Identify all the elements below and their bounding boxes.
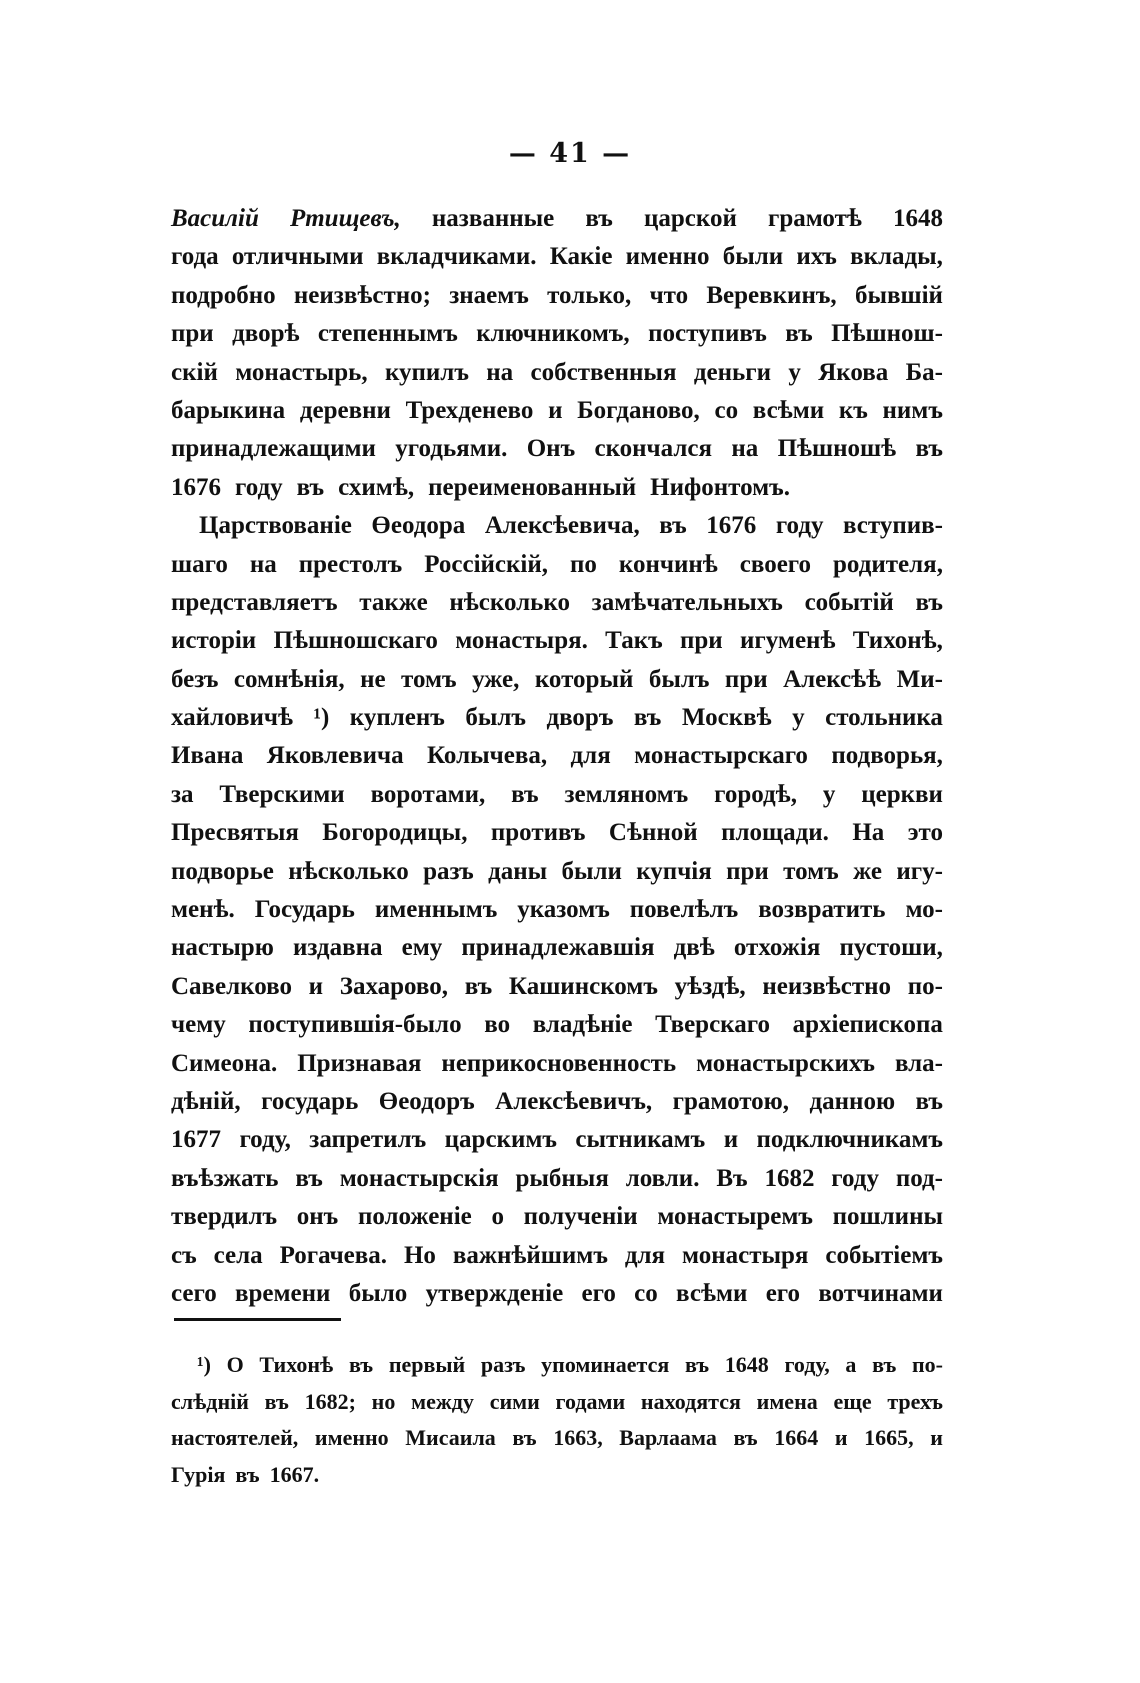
word: Пѣшношѣ: [777, 435, 897, 463]
word: былъ: [465, 704, 526, 732]
word: при: [724, 665, 768, 693]
word: сими: [489, 1388, 540, 1414]
word: Признавая: [297, 1049, 422, 1077]
text-line: [171, 1121, 943, 1159]
text-line: [171, 430, 943, 468]
italic-word: Ртищевъ,: [289, 205, 401, 232]
word: съ: [171, 1241, 197, 1269]
word: при: [680, 627, 723, 655]
word: государь: [261, 1087, 359, 1115]
word: Симеона.: [171, 1049, 278, 1077]
word: во: [484, 1011, 511, 1039]
word: исторіи: [171, 627, 257, 655]
text-line: [171, 737, 943, 775]
word: На: [852, 819, 885, 847]
word: знаемъ: [449, 281, 529, 309]
word: Такъ: [605, 627, 663, 655]
word: Яковлевича: [266, 742, 404, 770]
word: и: [548, 396, 563, 424]
word: 1682: [764, 1164, 815, 1192]
word: Онъ: [526, 435, 576, 463]
word: именно: [625, 243, 710, 271]
word: въ: [915, 1087, 943, 1115]
word: со: [634, 1279, 658, 1307]
word: событіемъ: [825, 1241, 943, 1269]
word: Но: [403, 1241, 436, 1269]
word: томъ: [783, 857, 839, 885]
word: со: [714, 396, 739, 424]
word: 1648: [724, 1352, 769, 1377]
word: также: [359, 588, 428, 616]
word: Пресвятыя: [171, 819, 299, 847]
main-text-block: [171, 200, 943, 1313]
word: барыкина: [171, 396, 286, 424]
word: О: [226, 1352, 244, 1377]
word: купилъ: [384, 358, 469, 386]
word: бывшій: [854, 281, 943, 309]
word: Алексѣевичъ,: [495, 1087, 653, 1115]
word: не: [360, 665, 386, 693]
text-line: [171, 814, 943, 852]
word: это: [907, 819, 943, 847]
word: противъ: [490, 819, 586, 847]
word: были: [561, 857, 622, 885]
word: пустоши,: [839, 934, 943, 962]
word: Веревкинъ,: [706, 281, 837, 309]
italic-word: Василій: [171, 205, 259, 232]
word: въ: [464, 972, 493, 1000]
word: переименованный: [428, 473, 637, 501]
word: хайловичѣ: [171, 704, 293, 732]
word: сытникамъ: [575, 1126, 706, 1154]
word: твердилъ: [171, 1203, 278, 1231]
word: въ: [633, 704, 662, 732]
word: первый: [388, 1352, 466, 1377]
word: грамотою,: [672, 1087, 790, 1115]
page-number: — 41 —: [508, 138, 632, 169]
word: только,: [547, 281, 632, 309]
word: Нифонтомъ.: [650, 473, 791, 501]
word: времени: [235, 1279, 331, 1307]
word: владѣніе: [532, 1011, 633, 1039]
word: его: [765, 1279, 801, 1307]
word: деньги: [693, 358, 771, 386]
word: неприкосновенность: [441, 1049, 677, 1077]
word: Богданово,: [577, 396, 700, 424]
word: царской: [643, 205, 737, 232]
word: вла-: [894, 1049, 943, 1077]
word: земляномъ: [564, 780, 689, 808]
word: въ: [915, 588, 943, 616]
word: по-: [907, 972, 943, 1000]
word: вступив-: [843, 512, 943, 540]
word: въ: [785, 320, 813, 348]
word: Трехденево: [405, 396, 534, 424]
word: престолъ: [298, 550, 403, 578]
word: для: [570, 742, 611, 770]
word: въ: [733, 1425, 758, 1450]
word: купленъ: [349, 704, 445, 732]
word: Якова: [818, 358, 889, 386]
word: въ: [512, 1425, 537, 1450]
word: ловли.: [625, 1164, 700, 1192]
word: безъ: [171, 665, 219, 693]
word: даны: [488, 857, 548, 885]
word: поступившія-было: [248, 1011, 462, 1039]
word: Өеодоръ: [378, 1087, 475, 1115]
word: были: [722, 243, 784, 271]
word: между: [411, 1388, 474, 1414]
text-line: [171, 891, 943, 929]
text-line: [171, 238, 943, 276]
word: подробно: [171, 281, 276, 309]
word: что: [649, 281, 689, 309]
word: подключникамъ: [756, 1126, 943, 1154]
word: утвержденіе: [425, 1279, 564, 1307]
word: Пѣшношскаго: [273, 627, 438, 655]
word: въ: [296, 473, 325, 501]
word: за: [171, 780, 194, 808]
word: Москвѣ: [681, 704, 772, 732]
word: же: [853, 857, 882, 885]
word: менѣ.: [171, 896, 235, 924]
word: въ: [659, 512, 687, 540]
word: къ: [838, 396, 868, 424]
word: отхожія: [733, 934, 821, 962]
word: по-: [911, 1352, 943, 1377]
word: настырю: [171, 934, 274, 962]
word: его: [581, 1279, 616, 1307]
word: томъ: [401, 665, 457, 693]
word: Ми-: [896, 665, 943, 693]
word: уѣздѣ,: [674, 972, 746, 1000]
word: году,: [784, 1352, 830, 1377]
word: сомнѣнія,: [233, 665, 345, 693]
word: Тверскаго: [655, 1011, 770, 1039]
word: и: [308, 972, 324, 1000]
word: на: [249, 550, 277, 578]
text-line: [171, 1083, 943, 1121]
text-line: [171, 277, 943, 315]
word: данною: [809, 1087, 896, 1115]
word: поступивъ: [648, 320, 767, 348]
word: году,: [239, 1126, 291, 1154]
word: въ: [295, 1164, 323, 1192]
word: скій: [171, 358, 218, 386]
text-line: [171, 507, 943, 545]
word: 1648: [893, 205, 943, 232]
word: Ба-: [905, 358, 943, 386]
word: на: [731, 435, 759, 463]
word: подворье: [171, 857, 274, 885]
word: у: [792, 704, 805, 732]
word: площади.: [721, 819, 829, 847]
word: возвратить: [758, 896, 886, 924]
text-line: [171, 469, 943, 507]
word: годами: [555, 1388, 626, 1414]
text-line: [171, 546, 943, 584]
word: шаго: [171, 550, 228, 578]
word: села: [213, 1241, 263, 1269]
text-line: [171, 584, 943, 622]
word: монастыремъ: [657, 1203, 813, 1231]
footnote-line: [171, 1384, 943, 1421]
word: Колычева,: [427, 742, 548, 770]
text-line: [171, 200, 943, 238]
word: 1682;: [304, 1388, 356, 1414]
word: въ: [915, 435, 943, 463]
word: царскимъ: [444, 1126, 557, 1154]
word: уже,: [472, 665, 520, 693]
word: принадлежавшія: [461, 934, 655, 962]
word: скончался: [594, 435, 713, 463]
word: въ: [264, 1388, 289, 1414]
word: издавна: [292, 934, 383, 962]
text-line: [171, 1275, 943, 1313]
text-line: [171, 776, 943, 814]
footnote-line: [171, 1457, 943, 1494]
text-line: [171, 622, 943, 660]
word: было: [348, 1279, 408, 1307]
word: собственныя: [530, 358, 677, 386]
word: Государь: [254, 896, 355, 924]
text-line: [171, 354, 943, 392]
text-line: [171, 1198, 943, 1236]
footnote-line: [171, 1347, 943, 1384]
word: Россійскій,: [424, 550, 549, 578]
word: родителя,: [833, 550, 943, 578]
word: 1676: [171, 473, 221, 501]
word: ¹): [197, 1352, 211, 1377]
word: городѣ,: [714, 780, 797, 808]
word: монастырскаго: [634, 742, 808, 770]
word: монастырскихъ: [696, 1049, 875, 1077]
word: представляетъ: [171, 588, 338, 616]
word: Захарово,: [339, 972, 449, 1000]
word: своего: [739, 550, 812, 578]
word: 1664: [774, 1425, 819, 1450]
text-line: [171, 853, 943, 891]
word: воротами,: [370, 780, 486, 808]
word: о: [491, 1203, 504, 1231]
word: при: [171, 320, 214, 348]
word: разъ: [480, 1352, 526, 1377]
word: игу-: [896, 857, 943, 885]
word: полученіи: [523, 1203, 638, 1231]
text-line: [171, 1160, 943, 1198]
word: дворѣ: [232, 320, 300, 348]
word: въ: [348, 1352, 374, 1377]
word: сего: [171, 1279, 217, 1307]
word: у: [822, 780, 836, 808]
word: по: [570, 550, 597, 578]
word: Өеодора: [371, 512, 466, 540]
word: у: [788, 358, 801, 386]
word: вклады,: [850, 243, 943, 271]
word: схимѣ,: [338, 473, 415, 501]
text-line: [171, 929, 943, 967]
word: событій: [804, 588, 894, 616]
word: отличными: [231, 243, 364, 271]
word: угодьями.: [395, 435, 508, 463]
word: ключникомъ,: [476, 320, 630, 348]
word: принадлежащими: [171, 435, 376, 463]
word: нѣсколько: [288, 857, 409, 885]
word: при: [726, 857, 769, 885]
word: и: [930, 1425, 943, 1450]
word: Гурія: [171, 1461, 226, 1487]
word: дворъ: [546, 704, 614, 732]
word: ¹): [313, 704, 330, 732]
word: трехъ: [887, 1388, 943, 1414]
word: году: [831, 1164, 879, 1192]
text-line: [171, 315, 943, 353]
word: для: [624, 1241, 666, 1269]
word: Какіе: [549, 243, 613, 271]
word: 1676: [706, 512, 757, 540]
word: деревни: [299, 396, 391, 424]
text-line: [171, 661, 943, 699]
word: ихъ: [796, 243, 837, 271]
word: Богородицы,: [322, 819, 468, 847]
word: дѣній,: [171, 1087, 241, 1115]
word: неизвѣстно: [762, 972, 892, 1000]
word: въ: [235, 1461, 260, 1487]
text-line: [171, 699, 943, 737]
word: Сѣнной: [608, 819, 698, 847]
word: рыбныя: [515, 1164, 609, 1192]
text-line: [171, 1045, 943, 1083]
word: Рогачева.: [279, 1241, 388, 1269]
word: 1663,: [553, 1425, 603, 1450]
word: Мисаила: [405, 1425, 496, 1450]
word: под-: [895, 1164, 943, 1192]
word: и: [723, 1126, 739, 1154]
word: въ: [872, 1352, 897, 1377]
word: году: [775, 512, 824, 540]
word: а: [845, 1352, 857, 1377]
word: именнымъ: [374, 896, 498, 924]
word: указомъ: [517, 896, 610, 924]
word: Алексѣѣ: [783, 665, 882, 693]
word: 1677: [171, 1126, 221, 1154]
word: всѣми: [676, 1279, 748, 1307]
text-line: [171, 968, 943, 1006]
word: игуменѣ: [740, 627, 836, 655]
word: мо-: [905, 896, 943, 924]
text-line: [171, 392, 943, 430]
word: Алексѣевича,: [484, 512, 640, 540]
word: Царствованіе: [199, 512, 352, 540]
word: неизвѣстно;: [293, 281, 431, 309]
text-line: [171, 1006, 943, 1044]
word: былъ: [648, 665, 710, 693]
word: году: [235, 473, 283, 501]
word: подворья,: [831, 742, 943, 770]
word: положеніе: [357, 1203, 472, 1231]
word: Кашинскомъ: [508, 972, 658, 1000]
word: запретилъ: [309, 1126, 427, 1154]
word: монастырскія: [339, 1164, 499, 1192]
word: настоятелей,: [171, 1425, 299, 1450]
word: слѣдній: [171, 1388, 249, 1414]
word: и: [834, 1425, 848, 1450]
word: монастыря: [682, 1241, 809, 1269]
footnote-divider: [174, 1318, 341, 1321]
word: грамотѣ: [767, 205, 862, 232]
word: монастырь,: [235, 358, 368, 386]
text-line: [171, 1237, 943, 1275]
word: Тверскими: [219, 780, 345, 808]
word: важнѣйшимъ: [452, 1241, 608, 1269]
word: вотчинами: [818, 1279, 943, 1307]
word: имена: [756, 1388, 818, 1414]
word: монастыря.: [455, 627, 588, 655]
word: всѣми: [752, 396, 825, 424]
word: двѣ: [673, 934, 715, 962]
word: находятся: [640, 1388, 741, 1414]
word: еще: [833, 1388, 872, 1414]
word: онъ: [296, 1203, 339, 1231]
footnote-block: [171, 1347, 943, 1493]
word: Ивана: [171, 742, 244, 770]
word: разъ: [423, 857, 474, 885]
word: который: [534, 665, 634, 693]
word: въ: [684, 1352, 710, 1377]
word: ему: [401, 934, 443, 962]
word: Пѣшнош-: [831, 320, 943, 348]
footnote-line: [171, 1420, 943, 1457]
word: Въ: [716, 1164, 748, 1192]
word: Тихонѣ,: [852, 627, 943, 655]
word: названные: [431, 205, 555, 232]
word: но: [371, 1388, 396, 1414]
word: стольника: [825, 704, 943, 732]
word: пошлины: [832, 1203, 943, 1231]
word: Варлаама: [619, 1425, 717, 1450]
word: 1665,: [864, 1425, 914, 1450]
word: купчія: [636, 857, 712, 885]
word: въѣзжать: [171, 1164, 279, 1192]
word: архіепископа: [792, 1011, 943, 1039]
word: степеннымъ: [317, 320, 458, 348]
word: на: [486, 358, 514, 386]
word: кончинѣ: [618, 550, 718, 578]
word: года: [171, 243, 219, 271]
word: нимъ: [882, 396, 943, 424]
word: повелѣлъ: [629, 896, 739, 924]
word: замѣчательныхъ: [591, 588, 783, 616]
word: упоминается: [541, 1352, 670, 1377]
word: именно: [314, 1425, 389, 1450]
word: въ: [585, 205, 613, 232]
word: 1667.: [269, 1461, 320, 1487]
word: церкви: [861, 780, 943, 808]
word: чему: [171, 1011, 226, 1039]
word: Савелково: [171, 972, 292, 1000]
word: въ: [511, 780, 539, 808]
word: нѣсколько: [449, 588, 570, 616]
word: Тихонѣ: [259, 1352, 334, 1377]
word: вкладчиками.: [376, 243, 537, 271]
